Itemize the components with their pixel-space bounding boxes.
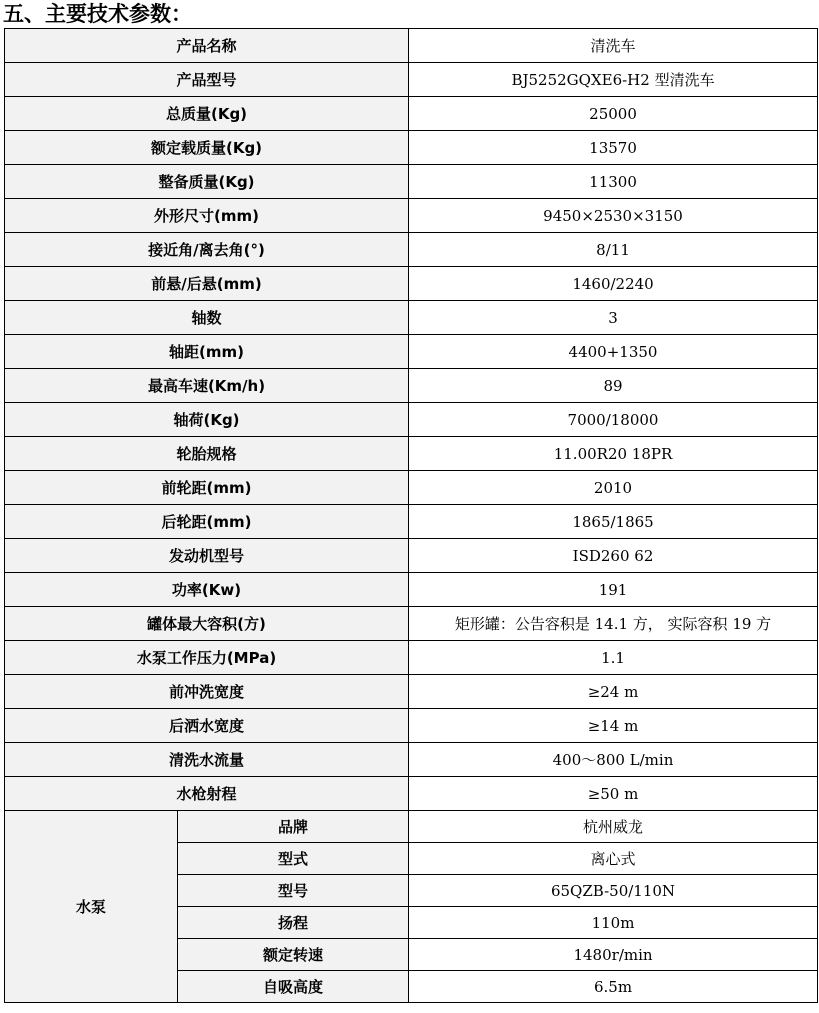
pump-row-value: 6.5m xyxy=(409,971,818,1003)
row-value: 3 xyxy=(409,301,818,335)
row-value: 1865/1865 xyxy=(409,505,818,539)
table-row xyxy=(5,335,818,369)
table-row xyxy=(5,63,818,97)
table-row xyxy=(5,369,818,403)
row-label: 轴距(mm) xyxy=(5,335,409,369)
pump-row-label: 扬程 xyxy=(178,907,409,939)
row-label: 清洗水流量 xyxy=(5,743,409,777)
pump-group-label: 水泵 xyxy=(5,811,178,1003)
row-value: ≥14 m xyxy=(409,709,818,743)
table-row xyxy=(5,97,818,131)
row-value: 13570 xyxy=(409,131,818,165)
row-label: 总质量(Kg) xyxy=(5,97,409,131)
table-row xyxy=(5,165,818,199)
row-value: 191 xyxy=(409,573,818,607)
row-label: 发动机型号 xyxy=(5,539,409,573)
row-label: 前轮距(mm) xyxy=(5,471,409,505)
row-value: 25000 xyxy=(409,97,818,131)
table-row xyxy=(5,573,818,607)
pump-row-label: 额定转速 xyxy=(178,939,409,971)
row-value: 8/11 xyxy=(409,233,818,267)
table-row xyxy=(5,811,818,843)
row-value: ISD260 62 xyxy=(409,539,818,573)
row-label: 前悬/后悬(mm) xyxy=(5,267,409,301)
row-value: ≥24 m xyxy=(409,675,818,709)
pump-row-label: 型号 xyxy=(178,875,409,907)
row-value: 11300 xyxy=(409,165,818,199)
pump-row-value: 1480r/min xyxy=(409,939,818,971)
row-value: 400～800 L/min xyxy=(409,743,818,777)
row-label: 接近角/离去角(°) xyxy=(5,233,409,267)
row-label: 水泵工作压力(MPa) xyxy=(5,641,409,675)
pump-row-value: 110m xyxy=(409,907,818,939)
table-row xyxy=(5,471,818,505)
row-label: 轮胎规格 xyxy=(5,437,409,471)
pump-row-label: 品牌 xyxy=(178,811,409,843)
row-value: 9450×2530×3150 xyxy=(409,199,818,233)
row-value: 89 xyxy=(409,369,818,403)
table-row xyxy=(5,539,818,573)
pump-row-label: 自吸高度 xyxy=(178,971,409,1003)
row-label: 轴数 xyxy=(5,301,409,335)
table-row xyxy=(5,199,818,233)
row-label: 轴荷(Kg) xyxy=(5,403,409,437)
table-row xyxy=(5,607,818,641)
table-row xyxy=(5,233,818,267)
table-row xyxy=(5,267,818,301)
row-label: 外形尺寸(mm) xyxy=(5,199,409,233)
table-row xyxy=(5,131,818,165)
row-value: BJ5252GQXE6-H2 型清洗车 xyxy=(409,63,818,97)
section-title: 五、主要技术参数： xyxy=(3,2,192,26)
row-label: 前冲洗宽度 xyxy=(5,675,409,709)
row-value: 4400+1350 xyxy=(409,335,818,369)
table-row xyxy=(5,675,818,709)
table-row xyxy=(5,301,818,335)
row-value: 1460/2240 xyxy=(409,267,818,301)
table-row xyxy=(5,403,818,437)
row-label: 功率(Kw) xyxy=(5,573,409,607)
pump-row-value: 离心式 xyxy=(409,843,818,875)
row-label: 产品型号 xyxy=(5,63,409,97)
row-value: 清洗车 xyxy=(409,29,818,63)
table-row xyxy=(5,641,818,675)
row-value: 7000/18000 xyxy=(409,403,818,437)
table-row xyxy=(5,29,818,63)
table-row xyxy=(5,709,818,743)
row-value: 1.1 xyxy=(409,641,818,675)
table-row xyxy=(5,505,818,539)
table-row xyxy=(5,777,818,811)
table-row xyxy=(5,743,818,777)
row-label: 罐体最大容积(方) xyxy=(5,607,409,641)
pump-row-value: 杭州威龙 xyxy=(409,811,818,843)
pump-row-value: 65QZB-50/110N xyxy=(409,875,818,907)
row-label: 整备质量(Kg) xyxy=(5,165,409,199)
pump-row-label: 型式 xyxy=(178,843,409,875)
table-row xyxy=(5,437,818,471)
row-label: 后轮距(mm) xyxy=(5,505,409,539)
row-value: 2010 xyxy=(409,471,818,505)
spec-table xyxy=(4,28,818,1003)
row-label: 后洒水宽度 xyxy=(5,709,409,743)
row-value: 矩形罐：公告容积是 14.1 方， 实际容积 19 方 xyxy=(409,607,818,641)
row-label: 产品名称 xyxy=(5,29,409,63)
row-value: ≥50 m xyxy=(409,777,818,811)
row-label: 水枪射程 xyxy=(5,777,409,811)
row-value: 11.00R20 18PR xyxy=(409,437,818,471)
row-label: 额定载质量(Kg) xyxy=(5,131,409,165)
row-label: 最高车速(Km/h) xyxy=(5,369,409,403)
